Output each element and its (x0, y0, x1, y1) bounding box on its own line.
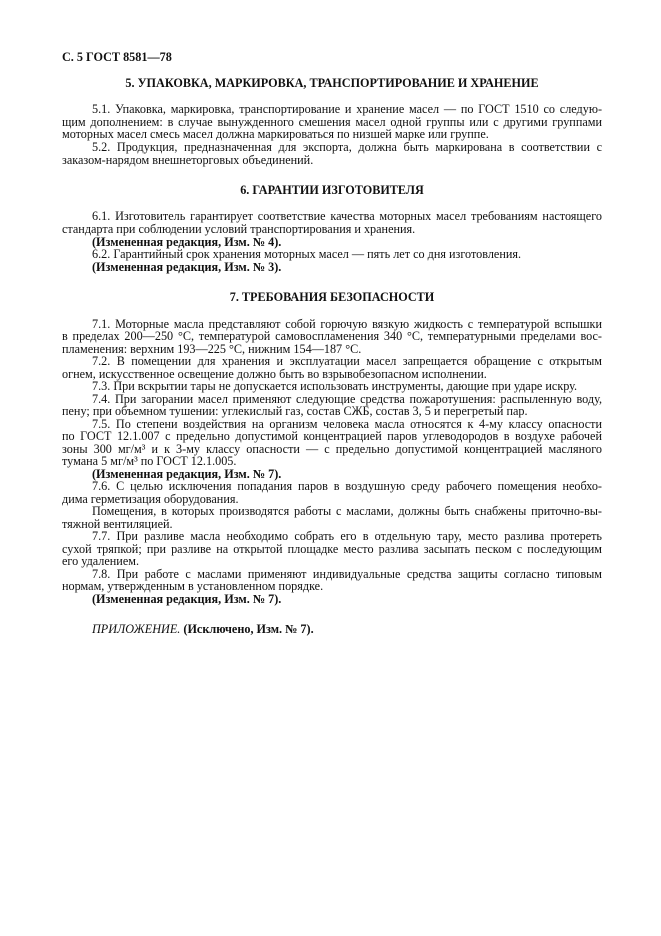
paragraph-line: 7.7. При разливе масла необходимо собрать его в отдельную тару, место разлива протереть (92, 529, 602, 543)
paragraph-line: 7.3. При вскрытии тары не допускается использовать инструменты, дающие при ударе искру. (92, 379, 578, 393)
paragraph-line: пламенения: верхним 193—225 °С, нижним 154—187 °С. (62, 342, 362, 356)
paragraph-line: нормам, утвержденным в установленном порядке. (62, 579, 324, 593)
paragraph-line: 5.2. Продукция, предназначенная для экспорта, должна быть маркирована в соответствии с (92, 140, 602, 154)
paragraph-line: 7.1. Моторные масла представляют собой горючую вязкую жидкость с температурой вспышки (92, 317, 602, 331)
appendix-title: ПРИЛОЖЕНИЕ. (92, 622, 181, 636)
amendment-note: (Измененная редакция, Изм. № 4). (92, 235, 282, 249)
paragraph-line: огнем, искусственное освещение должно быть во взрывобезопасном исполнении. (62, 367, 487, 381)
paragraph-line: тяжной вентиляцией. (62, 517, 173, 531)
paragraph-line: 7.2. В помещении для хранения и эксплуатации масел запрещается обращение с открытым (92, 354, 602, 368)
paragraph-line: 7.6. С целью исключения попадания паров в воздушную среду рабочего помещения необхо- (92, 479, 602, 493)
paragraph-line: сухой тряпкой; при разливе на открытой площадке место разлива засыпать песком с последующим (62, 542, 602, 556)
paragraph-line: 7.8. При работе с маслами применяют индивидуальные средства защиты согласно типовым (92, 567, 602, 581)
amendment-note: (Измененная редакция, Изм. № 3). (92, 260, 282, 274)
paragraph-line: заказом-нарядом внешнеторговых объединений. (62, 153, 314, 167)
paragraph-line: 6.2. Гарантийный срок хранения моторных масел — пять лет со дня изготовления. (92, 247, 522, 261)
page-header: С. 5 ГОСТ 8581—78 (62, 50, 172, 64)
paragraph-line: по ГОСТ 12.1.007 с предельно допустимой концентрацией паров углеводородов в воздухе рабочей (62, 429, 602, 443)
paragraph-line: 6.1. Изготовитель гарантирует соответствие качества моторных масел требованиям настоящего (92, 209, 602, 223)
paragraph-line: 7.4. При загорании масел применяют следующие средства пожаротушения: распыленную воду, (92, 392, 602, 406)
paragraph-line: Помещения, в которых производятся работы с маслами, должны быть снабжены приточно-вы- (92, 504, 602, 518)
paragraph-line: 5.1. Упаковка, маркировка, транспортирование и хранение масел — по ГОСТ 1510 со следую- (92, 102, 602, 116)
paragraph-line: пену; при объемном тушении: углекислый газ, состав СЖБ, состав 3, 5 и перегретый пар. (62, 404, 528, 418)
appendix-line (92, 623, 602, 636)
amendment-note: (Измененная редакция, Изм. № 7). (92, 467, 282, 481)
paragraph-line: в пределах 200—250 °С, температурой самовоспламенения 340 °С, температурными пределами вос- (62, 329, 602, 343)
amendment-note: (Измененная редакция, Изм. № 7). (92, 592, 282, 606)
paragraph-line: щим дополнением: в случае вынужденного смешения масел одной группы или с другими группами (62, 115, 602, 129)
section-heading: 6. ГАРАНТИИ ИЗГОТОВИТЕЛЯ (240, 183, 424, 197)
section-heading: 5. УПАКОВКА, МАРКИРОВКА, ТРАНСПОРТИРОВАНИЕ И ХРАНЕНИЕ (125, 76, 539, 90)
paragraph-line: стандарта при соблюдении условий транспортирования и хранения. (62, 222, 416, 236)
section-heading: 7. ТРЕБОВАНИЯ БЕЗОПАСНОСТИ (229, 290, 435, 304)
appendix-note: (Исключено, Изм. № 7). (183, 622, 314, 636)
paragraph-line: дима герметизация оборудования. (62, 492, 239, 506)
paragraph-line: тумана 5 мг/м³ по ГОСТ 12.1.005. (62, 454, 237, 468)
paragraph-line: его удалением. (62, 554, 139, 568)
paragraph-line: зоны 300 мг/м³ и к 3-му классу опасности — с предельно допустимой концентрацией масляного (62, 442, 602, 456)
paragraph-line: 7.5. По степени воздействия на организм человека масла относятся к 4-му классу опасности (92, 417, 602, 431)
paragraph-line: моторных масел смесь масел должна маркироваться по низшей марке или группе. (62, 127, 489, 141)
